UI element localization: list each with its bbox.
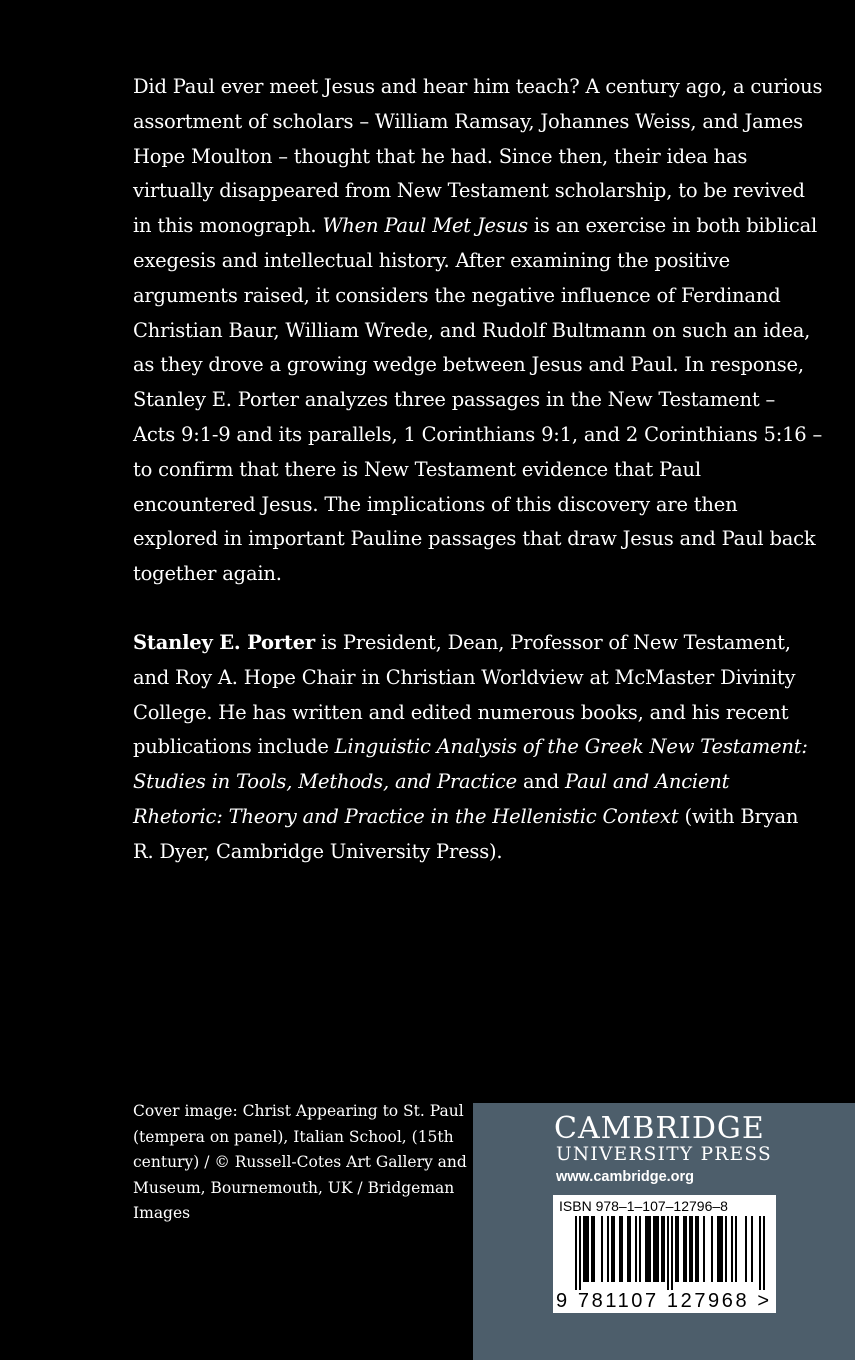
barcode-bar — [711, 1216, 713, 1282]
publisher-website: www.cambridge.org — [556, 1169, 695, 1185]
barcode-bar — [593, 1216, 595, 1282]
barcode-bar — [719, 1216, 721, 1282]
barcode-bar — [751, 1216, 753, 1282]
barcode-bar — [655, 1216, 657, 1282]
description-paragraph: Did Paul ever meet Jesus and hear him teach? A century ago, a curious assortment of scholars – William Ramsay, Johannes Weiss, and James Hope Moulton – thought that he had. Since then, their idea has virtually disappeared from New Testament scholarship, to be revived in this monograph. When Paul Met Jesus is an exercise in both biblical exegesis and intellectual history. After examining the positive arguments raised, it considers the negative influence of Ferdinand Christian Baur, William Wrede, and Rudolf Bultmann on such an idea, as they drove a growing wedge between Jesus and Paul. In response, Stanley E. Porter analyzes three passages in the New Testament – Acts 9:1-9 and its parallels, 1 Corinthians 9:1, and 2 Corinthians 5:16 – to confirm that there is New Testament evidence that Paul encountered Jesus. The implications of this discovery are then explored in important Pauline passages that draw Jesus and Paul back together again. — [133, 75, 823, 586]
barcode-bar — [575, 1216, 577, 1290]
barcode-bar — [689, 1216, 691, 1282]
barcode-bar — [691, 1216, 693, 1282]
barcode-bar — [645, 1216, 647, 1282]
barcode-bar — [683, 1216, 685, 1282]
publisher-panel — [473, 1103, 855, 1360]
barcode-bar — [763, 1216, 765, 1290]
barcode-bar — [759, 1216, 761, 1290]
barcode-bar — [663, 1216, 665, 1282]
barcode-bar — [661, 1216, 663, 1282]
barcode-bar — [685, 1216, 687, 1282]
barcode-bar — [579, 1216, 581, 1290]
barcode-bar — [697, 1216, 699, 1282]
barcode-bar — [677, 1216, 679, 1282]
barcode-bar — [671, 1216, 673, 1290]
barcode-bar — [591, 1216, 593, 1282]
barcode-bar — [613, 1216, 615, 1282]
barcode-bar — [725, 1216, 727, 1282]
barcode-bar — [635, 1216, 637, 1282]
barcode-bar — [629, 1216, 631, 1282]
barcode-bar — [745, 1216, 747, 1282]
barcode-bar — [735, 1216, 737, 1282]
barcode-bar — [587, 1216, 589, 1282]
barcode-digits: 9 781107 127968 > — [556, 1290, 772, 1312]
cover-image-credit: Cover image: Christ Appearing to St. Paul (tempera on panel), Italian School, (15th century) / © Russell-Cotes Art Gallery and Museum, Bournemouth, UK / Bridgeman Images — [133, 1102, 467, 1222]
barcode-bar — [717, 1216, 719, 1282]
barcode-bar — [695, 1216, 697, 1282]
barcode-bar — [585, 1216, 587, 1282]
barcode-bar — [627, 1216, 629, 1282]
barcode-bar — [731, 1216, 733, 1282]
barcode-bar — [601, 1216, 603, 1282]
publisher-name: CAMBRIDGE — [554, 1111, 765, 1146]
barcode-bar — [703, 1216, 705, 1282]
barcode-icon — [557, 1216, 772, 1290]
barcode-bar — [619, 1216, 621, 1282]
barcode-box — [553, 1195, 776, 1313]
barcode-bar — [607, 1216, 609, 1282]
barcode-bar — [621, 1216, 623, 1282]
barcode-bar — [649, 1216, 651, 1282]
barcode-bar — [667, 1216, 669, 1290]
barcode-bar — [675, 1216, 677, 1282]
barcode-bar — [583, 1216, 585, 1282]
barcode-bar — [653, 1216, 655, 1282]
barcode-bar — [611, 1216, 613, 1282]
back-cover-blurb — [133, 70, 823, 870]
barcode-bar — [657, 1216, 659, 1282]
author-bio-paragraph: Stanley E. Porter is President, Dean, Professor of New Testament, and Roy A. Hope Chair in Christian Worldview at McMaster Divinity College. He has written and edited numerous books, and his recent publications include Linguistic Analysis of the Greek New Testament: Studies in Tools, Methods, and Practice and Paul and Ancient Rhetoric: Theory and Practice in the Hellenistic Context (with Bryan R. Dyer, Cambridge University Press). — [133, 630, 808, 863]
barcode-bar — [647, 1216, 649, 1282]
barcode-bar — [721, 1216, 723, 1282]
isbn-label: ISBN 978–1–107–12796–8 — [559, 1198, 728, 1214]
barcode-bar — [639, 1216, 641, 1282]
publisher-press: UNIVERSITY PRESS — [556, 1144, 772, 1165]
